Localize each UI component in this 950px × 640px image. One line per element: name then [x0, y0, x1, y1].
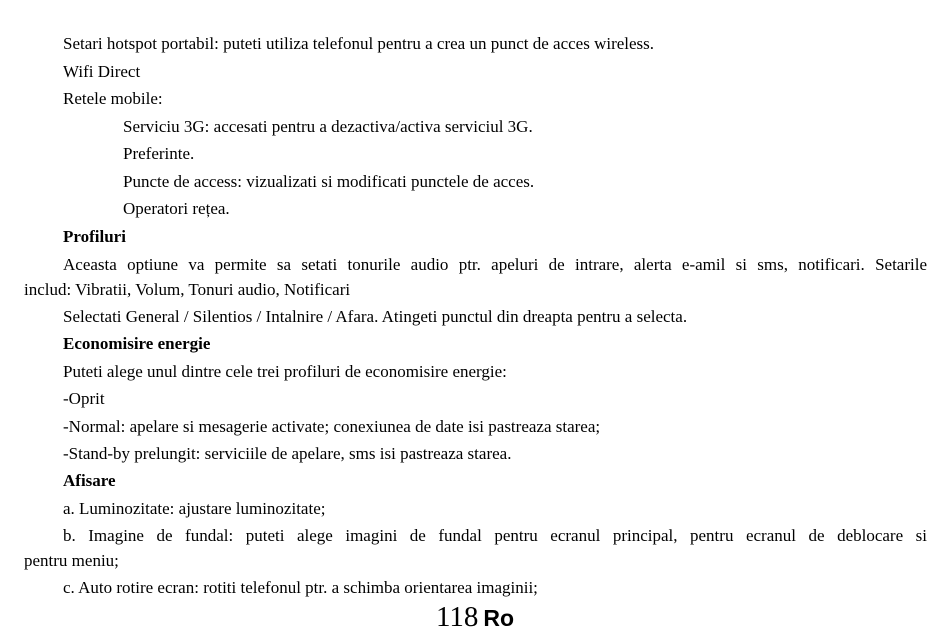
section-heading-profiles: Profiluri	[63, 227, 126, 246]
section-heading-display: Afisare	[63, 471, 116, 490]
text-line-access-points: Puncte de access: vizualizati si modificati punctele de acces.	[123, 172, 535, 191]
text-line-hotspot: Setari hotspot portabil: puteti utiliza telefonul pentru a crea un punct de acces wireless.	[63, 34, 655, 53]
display-item-wallpaper-line1: b. Imagine de fundal: puteti alege imagini de fundal pentru ecranul principal, pentru ecranul de deblocare si	[63, 526, 927, 545]
text-line-3g-service: Serviciu 3G: accesati pentru a dezactiva/activa serviciul 3G.	[123, 117, 533, 136]
energy-item-off: -Oprit	[63, 389, 105, 408]
page-footer	[0, 600, 950, 638]
display-item-wallpaper-line2: pentru meniu;	[24, 551, 119, 570]
section-heading-energy: Economisire energie	[63, 334, 211, 353]
language-code: Ro	[483, 605, 515, 631]
text-line-operators: Operatori rețea.	[123, 199, 230, 218]
energy-item-normal: -Normal: apelare si mesagerie activate; conexiunea de date isi pastreaza starea;	[63, 417, 601, 436]
profiles-paragraph-line2: includ: Vibratii, Volum, Tonuri audio, Notificari	[24, 280, 351, 299]
text-line-mobile-networks: Retele mobile:	[63, 89, 163, 108]
energy-item-standby: -Stand-by prelungit: serviciile de apelare, sms isi pastreaza starea.	[63, 444, 512, 463]
profiles-select-paragraph: Selectati General / Silentios / Intalnire / Afara. Atingeti punctul din dreapta pentru a selecta.	[63, 307, 688, 326]
profiles-paragraph-line1: Aceasta optiune va permite sa setati tonurile audio ptr. apeluri de intrare, alerta e-amil si sms, notificari. Setarile	[63, 255, 927, 274]
display-item-auto-rotate: c. Auto rotire ecran: rotiti telefonul ptr. a schimba orientarea imaginii;	[63, 578, 538, 597]
text-line-preferences: Preferinte.	[123, 144, 195, 163]
energy-intro: Puteti alege unul dintre cele trei profiluri de economisire energie:	[63, 362, 507, 381]
display-item-brightness: a. Luminozitate: ajustare luminozitate;	[63, 499, 326, 518]
text-line-wifi-direct: Wifi Direct	[63, 62, 141, 81]
page-number: 118	[435, 601, 479, 633]
